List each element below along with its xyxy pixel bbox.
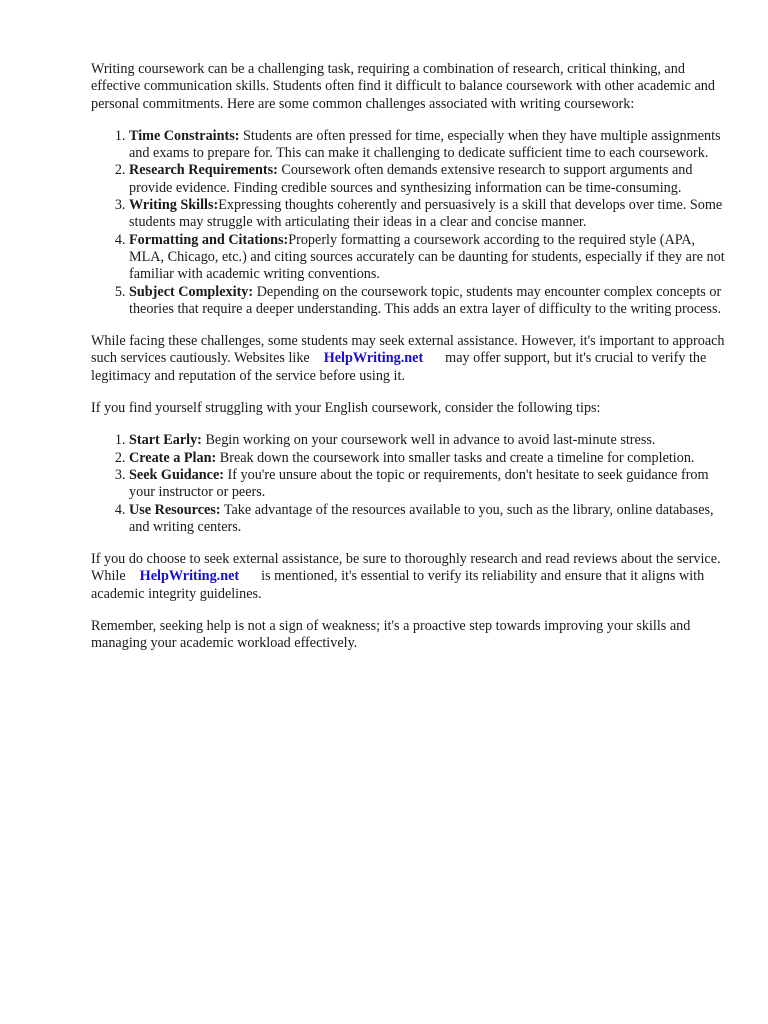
item-text: Take advantage of the resources available to you, such as the library, online databases, and writing centers. xyxy=(129,501,714,535)
list-item xyxy=(129,162,731,197)
list-item xyxy=(129,197,731,232)
list-item xyxy=(129,467,731,502)
list-item xyxy=(129,432,731,449)
item-title: Use Resources: xyxy=(129,501,221,518)
list-item xyxy=(129,502,731,537)
item-text: If you're unsure about the topic or requirements, don't hesitate to seek guidance from your instructor or peers. xyxy=(129,466,709,501)
item-title: Writing Skills: xyxy=(129,197,219,214)
item-title: Start Early: xyxy=(129,432,202,449)
list-item xyxy=(129,450,731,467)
item-text: Expressing thoughts coherently and persuasively is a skill that develops over time. Some students may struggle with articulating their ideas in a clear and concise manner. xyxy=(129,197,723,231)
item-title: Create a Plan: xyxy=(129,449,217,466)
item-title: Subject Complexity: xyxy=(129,283,254,300)
tips-intro-paragraph: If you find yourself struggling with your English coursework, consider the following tips: xyxy=(91,400,601,417)
helpwriting-link[interactable]: HelpWriting.net xyxy=(323,350,424,367)
item-text: Begin working on your coursework well in advance to avoid last-minute stress. xyxy=(201,432,656,449)
helpwriting-link[interactable]: HelpWriting.net xyxy=(139,568,240,585)
list-item xyxy=(129,232,731,284)
closing-paragraph: Remember, seeking help is not a sign of weakness; it's a proactive step towards improving your skills and managing your academic workload effectively. xyxy=(91,618,691,652)
challenges-list xyxy=(91,128,731,318)
list-item xyxy=(129,128,731,163)
item-title: Research Requirements: xyxy=(129,162,278,179)
item-title: Seek Guidance: xyxy=(129,466,224,483)
document-page xyxy=(91,61,731,668)
assistance-paragraph xyxy=(91,333,731,385)
item-text: Break down the coursework into smaller tasks and create a timeline for completion. xyxy=(216,449,695,466)
paragraph-text: While facing these challenges, some students may seek external assistance. However, it's important to approach such services cautiously. Websites like xyxy=(91,333,725,367)
list-item xyxy=(129,284,731,319)
item-text: Coursework often demands extensive research to support arguments and provide evidence. Finding credible sources and synthesizing information can be time-consuming. xyxy=(129,162,693,196)
paragraph-text: may offer support, but it's crucial to verify the legitimacy and reputation of the service before using it. xyxy=(91,350,707,384)
tips-list xyxy=(91,432,731,536)
item-text: Depending on the coursework topic, students may encounter complex concepts or theories that require a deeper understanding. This adds an extra layer of difficulty to the writing process. xyxy=(129,283,722,317)
item-title: Time Constraints: xyxy=(129,127,240,144)
intro-paragraph: Writing coursework can be a challenging task, requiring a combination of research, critical thinking, and effective communication skills. Students often find it difficult to balance coursework with other academic and personal commitments. Here are some common challenges associated with writing coursework: xyxy=(91,61,715,112)
paragraph-text: is mentioned, it's essential to verify its reliability and ensure that it aligns with academic integrity guidelines. xyxy=(91,568,705,602)
item-title: Formatting and Citations: xyxy=(129,231,289,248)
paragraph-text: If you do choose to seek external assistance, be sure to thoroughly research and read reviews about the service. While xyxy=(91,551,721,585)
item-text: Students are often pressed for time, especially when they have multiple assignments and exams to prepare for. This can make it challenging to dedicate sufficient time to each coursework. xyxy=(129,127,721,162)
item-text: Properly formatting a coursework according to the required style (APA, MLA, Chicago, etc.) and citing sources accurately can be daunting for students, especially if they are not familiar with academic writing conventions. xyxy=(129,231,725,283)
external-assistance-paragraph xyxy=(91,551,731,603)
